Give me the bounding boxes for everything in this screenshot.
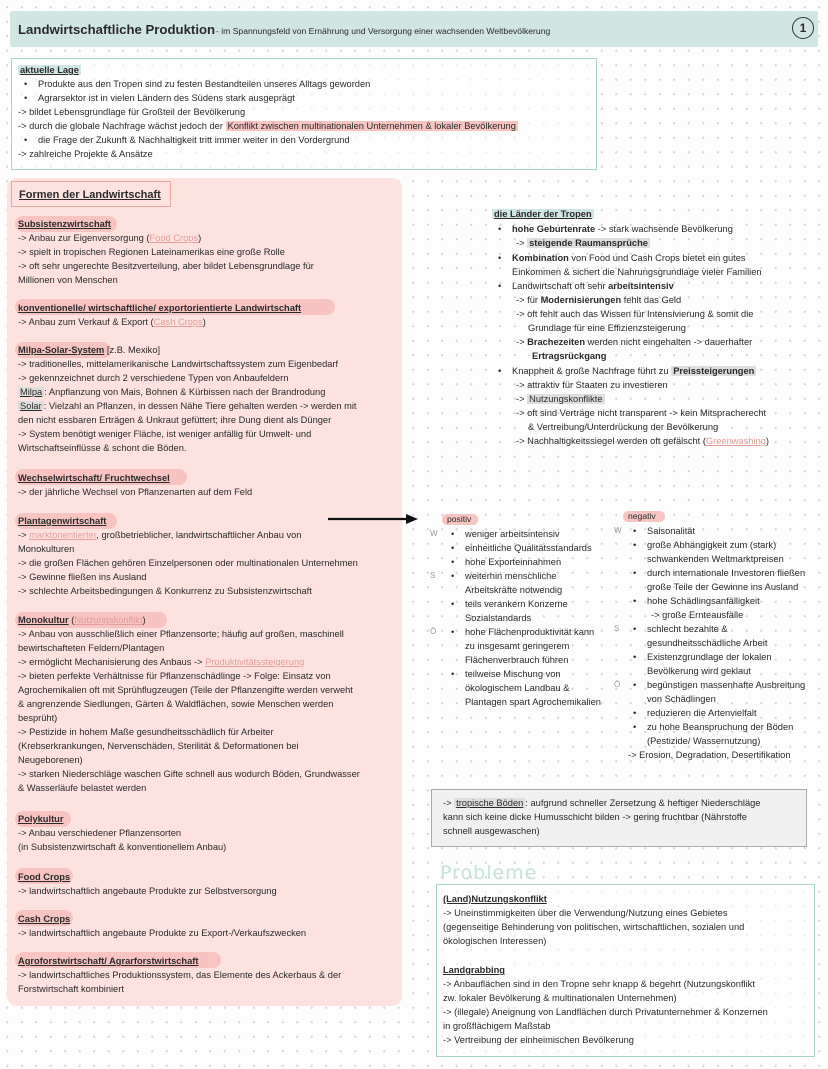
text-line: -> die großen Flächen gehören Einzelpersonen oder multinationalen Unternehmen <box>18 558 358 568</box>
lage-line: Agrarsektor ist in vielen Ländern des Südens stark ausgeprägt <box>38 93 295 103</box>
negativ-list <box>614 524 826 769</box>
text-line: -> oft sind Verträge nicht transparent -> kein Mitspracherecht <box>516 408 767 418</box>
lage-line: -> durch die globale Nachfrage wächst jedoch der <box>18 121 223 131</box>
text-line: Neugeborenen) <box>18 755 83 765</box>
text-line: -> Uneinstimmigkeiten über die Verwendung/Nutzung eines Gebietes <box>443 908 728 918</box>
produktivitaet-link: Produktivitätssteigerung <box>205 657 305 667</box>
text-line: -> starken Niederschläge waschen Gifte schnell aus wodurch Böden, Grundwasser <box>18 769 360 779</box>
text-line: Einkommen & sichert die Nahrungsgrundlage vieler Familien <box>512 267 762 277</box>
positiv-item: Sozialstandards <box>465 613 532 623</box>
negativ-mark: Ö <box>614 680 621 689</box>
negativ-item: durch internationale Investoren fließen <box>647 568 806 578</box>
positiv-item: teilweise Mischung von <box>465 669 561 679</box>
positiv-item: zu insgesamt geringerem <box>465 641 570 651</box>
page-title: Landwirtschaftliche Produktion <box>18 22 216 37</box>
polykultur-heading: Polykultur <box>18 814 64 824</box>
text-line: -> landwirtschaftlich angebaute Produkte zu Export-/Verkaufszwecken <box>18 928 307 938</box>
text-line: Knappheit & große Nachfrage führt zu <box>512 366 669 376</box>
text-line: Wirtschaftseinflüsse & schont die Böden. <box>18 443 187 453</box>
negativ-item: schlecht bezahlte & <box>647 624 728 634</box>
negativ-item: begünstigen massenhafte Ausbreitung <box>647 680 806 690</box>
lage-konflikt-highlight: Konflikt zwischen multinationalen Unternehmen & lokaler Bevölkerung <box>227 121 516 131</box>
konventionell-heading: konventionelle/ wirtschaftliche/ exportorientierte Landwirtschaft <box>18 303 302 313</box>
text-line: hohe Geburtenrate <box>512 224 596 234</box>
text-line: : Anpflanzung von Mais, Bohnen & Kürbissen nach der Brandrodung <box>44 387 326 397</box>
positiv-item: Flächenverbrauch führen <box>465 655 569 665</box>
nutzungskonflikt-link: Nutzungskonflikt <box>74 615 143 625</box>
positiv-item: weniger arbeitsintensiv <box>465 529 560 539</box>
negativ-item: -> große Ernteausfälle <box>651 610 744 620</box>
negativ-item: reduzieren die Artenvielfalt <box>647 708 757 718</box>
text-line: -> spielt in tropischen Regionen Lateinamerikas eine große Rolle <box>18 247 285 257</box>
text-line: -> für <box>516 295 538 305</box>
positiv-item: weiterhin menschliche <box>465 571 557 581</box>
subsistenz-heading: Subsistenzwirtschaft <box>18 219 111 229</box>
positiv-item: einheitliche Qualitätsstandards <box>465 543 592 553</box>
text-line: ) <box>142 615 146 625</box>
negativ-item: große Teile der Gewinne ins Ausland <box>647 582 799 592</box>
text-line: -> Anbau von ausschließlich einer Pflanzensorte; häufig auf großen, maschinell <box>18 629 344 639</box>
milpa-term: Milpa <box>20 387 43 397</box>
text-line: -> ermöglicht Mechanisierung des Anbaus -> <box>18 657 203 667</box>
positiv-item: hohe Flächenproduktivität kann <box>465 627 595 637</box>
text-line: -> Gewinne fließen ins Ausland <box>18 572 147 582</box>
milpa-heading: Milpa-Solar-System <box>18 345 105 355</box>
text-line: -> oft fehlt auch das Wissen für Intensivierung & somit die <box>516 309 754 319</box>
page-subtitle: - im Spannungsfeld von Ernährung und Versorgung einer wachsenden Weltbevölkerung <box>216 26 551 36</box>
text-line: -> Anbauflächen sind in den Tropne sehr knapp & begehrt (Nutzungskonflikt <box>443 979 755 989</box>
text-line: & Vertreibung/Unterdrückung der Bevölkerung <box>528 422 719 432</box>
text-line: besprüht) <box>18 713 58 723</box>
text-line: Agrochemikalien oft mit Sprühflugzeugen (Teile der Pflanzengifte werden verweht <box>18 685 353 695</box>
lage-line: Produkte aus den Tropen sind zu festen Bestandteilen unseres Alltags geworden <box>38 79 371 89</box>
text-line: kann sich keine dicke Humusschicht bilden -> gering fruchtbar (Nährstoffe <box>443 812 747 822</box>
text-line: von Food und Cash Crops bietet ein gutes <box>571 253 746 263</box>
text-line: -> <box>516 337 525 347</box>
text-line: & Wasserläufe belastet werden <box>18 783 147 793</box>
text-line: ökologischen Interessen) <box>443 936 547 946</box>
text-line: (Krebserkrankungen, Nervenschäden, Sterilität & Deformationen bei <box>18 741 299 751</box>
boeden-content <box>443 797 803 841</box>
page-number: 1 <box>792 17 814 39</box>
text-line: -> <box>443 798 452 808</box>
text-line: in großflächigem Maßstab <box>443 1021 551 1031</box>
agroforst-heading: Agroforstwirtschaft/ Agrarforstwirtschaft <box>18 956 199 966</box>
text-line: (gegenseitige Behinderung von politischen, wirtschaftlichen, sozialen und <box>443 922 745 932</box>
laender-content <box>492 208 812 453</box>
monokultur-heading: Monokultur <box>18 615 69 625</box>
aktuelle-lage-title: aktuelle Lage <box>20 65 79 75</box>
negativ-item: Existenzgrundlage der lokalen <box>647 652 772 662</box>
text-line: den nicht essbaren Erträgen & Unkraut gefüttert; ihre Dung dient als Dünger <box>18 415 332 425</box>
negativ-item: schwankenden Weltmarktpreisen <box>647 554 784 564</box>
cash-crops-heading: Cash Crops <box>18 914 71 924</box>
negativ-item: gesundheitsschädliche Arbeit <box>647 638 768 648</box>
text-line: -> stark wachsende Bevölkerung <box>597 224 733 234</box>
aktuelle-lage-content <box>18 64 588 168</box>
plantagen-heading: Plantagenwirtschaft <box>18 516 107 526</box>
probleme-title: Probleme <box>440 862 538 884</box>
wechsel-heading: Wechselwirtschaft/ Fruchtwechsel <box>18 473 170 483</box>
food-crops-heading: Food Crops <box>18 872 71 882</box>
text-line: arbeitsintensiv <box>608 281 674 291</box>
text-line: (in Subsistenzwirtschaft & konventionellem Anbau) <box>18 842 227 852</box>
negativ-item: hohe Schädlingsanfälligkeit <box>647 596 760 606</box>
positiv-title: positiv <box>447 514 472 524</box>
text-line: -> <box>516 394 525 404</box>
text-line: -> Pestizide in hohem Maße gesundheitsschädlich für Arbeiter <box>18 727 274 737</box>
text-line: -> schlechte Arbeitsbedingungen & Konkurrenz zu Subsistenzwirtschaft <box>18 586 312 596</box>
positiv-mark: S <box>430 571 436 580</box>
milpa-note: [z.B. Mexiko] <box>106 345 161 355</box>
text-line: , großbetrieblicher, landwirtschaftlicher Anbau von <box>96 530 302 540</box>
negativ-title: negativ <box>628 511 656 521</box>
negativ-item: (Pestizide/ Wassernutzung) <box>647 736 761 746</box>
positiv-item: Arbeitskräfte notwendig <box>465 585 563 595</box>
cash-crops-link: Cash Crops <box>153 317 203 327</box>
lage-line: -> bildet Lebensgrundlage für Großteil der Bevölkerung <box>18 107 246 117</box>
preissteigerungen-highlight: Preissteigerungen <box>673 366 755 376</box>
text-line: Brachezeiten <box>527 337 585 347</box>
arrow-right-icon <box>328 514 418 524</box>
negativ-mark: W <box>614 526 622 535</box>
text-line: -> Anbau zur Eigenversorgung ( <box>18 233 150 243</box>
text-line: ) <box>198 233 202 243</box>
text-line: Grundlage für eine Effizienzsteigerung <box>528 323 686 333</box>
text-line: Millionen von Menschen <box>18 275 118 285</box>
text-line: -> bieten perfekte Verhältnisse für Pflanzenschädlinge -> Folge: Einsatz von <box>18 671 331 681</box>
text-line: -> Anbau verschiedener Pflanzensorten <box>18 828 182 838</box>
solar-term: Solar <box>20 401 42 411</box>
text-line: -> landwirtschaftlich angebaute Produkte zur Selbstversorgung <box>18 886 277 896</box>
greenwashing-link: Greenwashing <box>705 436 766 446</box>
text-line: -> traditionelles, mittelamerikanische Landwirtschaftssystem zum Eigenbedarf <box>18 359 339 369</box>
text-line: & angrenzende Siedlungen, Gärten & Waldflächen, sowie Menschen werden <box>18 699 334 709</box>
text-line: -> attraktiv für Staaten zu investieren <box>516 380 668 390</box>
lage-line: -> zahlreiche Projekte & Ansätze <box>18 149 153 159</box>
negativ-mark: S <box>614 624 620 633</box>
text-line: : aufgrund schneller Zersetzung & heftiger Niederschläge <box>525 798 761 808</box>
text-line: -> Nachhaltigkeitssiegel werden oft gefälscht ( <box>516 436 706 446</box>
positiv-mark: Ö <box>430 627 437 636</box>
negativ-item: Saisonalität <box>647 526 696 536</box>
text-line: ) <box>765 436 769 446</box>
text-line: -> Vertreibung der einheimischen Bevölkerung <box>443 1035 634 1045</box>
text-line: fehlt das Geld <box>623 295 682 305</box>
positiv-list <box>430 527 615 717</box>
text-line: -> Anbau zum Verkauf & Export ( <box>18 317 154 327</box>
text-line: zw. lokaler Bevölkerung & multinationalen Unternehmen) <box>443 993 677 1003</box>
text-line: Ertragsrückgang <box>532 351 607 361</box>
marktorientiert-link: marktorientierter <box>29 530 97 540</box>
positiv-item: teils verankern Konzerne <box>465 599 568 609</box>
text-line: Monokulturen <box>18 544 75 554</box>
text-line: -> <box>516 238 525 248</box>
raumansprueche-highlight: steigende Raumansprüche <box>529 238 648 248</box>
probleme-content <box>443 893 808 1051</box>
text-line: Kombination <box>512 253 569 263</box>
text-line: Landwirtschaft oft sehr <box>512 281 606 291</box>
text-line: : Vielzahl an Pflanzen, in dessen Nähe Tiere gehalten werden -> werden mit <box>43 401 357 411</box>
nutzungskonflikt-heading: (Land)Nutzungskonflikt <box>443 894 547 904</box>
text-line: -> (illegale) Aneignung von Landflächen durch Privatunternehmer & Konzernen <box>443 1007 768 1017</box>
text-line: ( <box>71 615 75 625</box>
text-line: -> oft sehr ungerechte Besitzverteilung, aber bildet Lebensgrundlage für <box>18 261 314 271</box>
text-line: schnell ausgewaschen) <box>443 826 540 836</box>
text-line: Forstwirtschaft kombiniert <box>18 984 124 994</box>
negativ-item: Bevölkerung wird geklaut <box>647 666 751 676</box>
food-crops-link: Food Crops <box>149 233 199 243</box>
text-line: -> landwirtschaftliches Produktionssystem, das Elemente des Ackerbaus & der <box>18 970 342 980</box>
nutzungskonflikte-highlight: Nutzungskonflikte <box>529 394 603 404</box>
landgrabbing-heading: Landgrabbing <box>443 965 505 975</box>
tropische-boeden-term: tropische Böden <box>456 798 524 808</box>
text-line: -> System benötigt weniger Fläche, ist weniger anfällig für Umwelt- und <box>18 429 312 439</box>
text-line: werden nicht eingehalten -> dauerhafter <box>587 337 753 347</box>
text-line: -> <box>18 530 27 540</box>
negativ-item: von Schädlingen <box>647 694 716 704</box>
positiv-item: hohe Exporteinnahmen <box>465 557 562 567</box>
text-line: Modernisierungen <box>540 295 622 305</box>
text-line: -> der jährliche Wechsel von Pflanzenarten auf dem Feld <box>18 487 253 497</box>
formen-content <box>18 216 398 1001</box>
lage-line: die Frage der Zukunft & Nachhaltigkeit tritt immer weiter in den Vordergrund <box>38 135 350 145</box>
positiv-mark: W <box>430 529 438 538</box>
positiv-item: Plantagen spart Agrochemikalien <box>465 697 601 707</box>
negativ-item: große Abhängigkeit zum (stark) <box>647 540 777 550</box>
text-line: bewirtschafteten Feldern/Plantagen <box>18 643 165 653</box>
text-line: ) <box>202 317 206 327</box>
laender-title: die Länder der Tropen <box>494 209 592 219</box>
formen-title: Formen der Landwirtschaft <box>11 181 171 207</box>
negativ-item: zu hohe Beanspruchung der Böden <box>647 722 794 732</box>
text-line: -> gekennzeichnet durch 2 verschiedene Typen von Anbaufeldern <box>18 373 289 383</box>
positiv-item: ökologischem Landbau & <box>465 683 570 693</box>
negativ-item: -> Erosion, Degradation, Desertifikation <box>628 750 791 760</box>
